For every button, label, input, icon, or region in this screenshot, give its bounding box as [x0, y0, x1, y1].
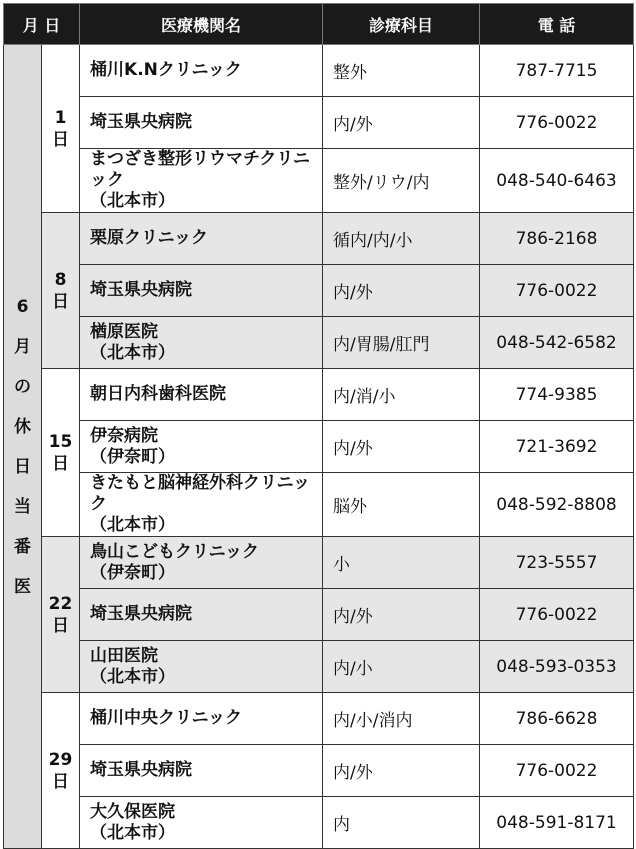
- department-cell: 内/小/消内: [323, 693, 480, 745]
- institution-cell: [80, 97, 323, 149]
- institution-name: 埼玉県央病院: [90, 604, 193, 624]
- department-cell: 内/外: [323, 265, 480, 317]
- department-cell: 内/外: [323, 745, 480, 797]
- month-label-char: 当: [14, 496, 31, 517]
- day-label: 22: [48, 593, 73, 614]
- day-label: 1: [54, 107, 67, 128]
- institution-cell: [80, 213, 323, 265]
- institution-name: 朝日内科歯科医院: [90, 384, 227, 404]
- table-row: [4, 797, 634, 849]
- day-label: 8: [54, 269, 67, 290]
- header-row: [4, 4, 634, 45]
- department-cell: 内/外: [323, 97, 480, 149]
- institution-location: （北本市）: [90, 342, 176, 363]
- table-row: [4, 97, 634, 149]
- department-cell: 内/胃腸/肛門: [323, 317, 480, 369]
- institution-cell: [80, 473, 323, 537]
- institution-location: （北本市）: [90, 822, 176, 843]
- phone-cell: 048-592-8808: [480, 473, 634, 537]
- phone-cell: 048-591-8171: [480, 797, 634, 849]
- month-label-char: 休: [14, 416, 31, 437]
- department-cell: 脳外: [323, 473, 480, 537]
- day-label: 日: [52, 291, 69, 312]
- institution-cell: [80, 797, 323, 849]
- institution-cell: [80, 317, 323, 369]
- header-month-day: 月 日: [4, 4, 80, 45]
- day-cell: [42, 45, 80, 213]
- phone-cell: 776-0022: [480, 97, 634, 149]
- institution-name: 鳥山こどもクリニック: [90, 541, 259, 562]
- header-phone: 電 話: [480, 4, 634, 45]
- department-cell: 整外/リウ/内: [323, 149, 480, 213]
- institution-cell: [80, 265, 323, 317]
- header-department: 診療科目: [323, 4, 480, 45]
- day-label: 日: [52, 615, 69, 636]
- phone-cell: 048-593-0353: [480, 641, 634, 693]
- day-label: 29: [48, 749, 73, 770]
- table-row: [4, 589, 634, 641]
- table-row: [4, 369, 634, 421]
- institution-name: 大久保医院: [90, 801, 176, 822]
- institution-cell: [80, 693, 323, 745]
- month-label-char: 番: [14, 536, 31, 557]
- phone-cell: 723-5557: [480, 537, 634, 589]
- institution-cell: [80, 589, 323, 641]
- phone-cell: 048-542-6582: [480, 317, 634, 369]
- month-label-char: 医: [14, 576, 31, 597]
- institution-name: 埼玉県央病院: [90, 760, 193, 780]
- table-body: [4, 45, 634, 849]
- table-row: [4, 745, 634, 797]
- institution-cell: [80, 369, 323, 421]
- institution-cell: [80, 641, 323, 693]
- institution-name: きたもと脳神経外科クリニック: [90, 473, 310, 514]
- table-row: [4, 421, 634, 473]
- institution-location: （伊奈町）: [90, 562, 176, 583]
- institution-cell: [80, 537, 323, 589]
- table-row: [4, 473, 634, 537]
- day-label: 15: [48, 431, 73, 452]
- month-label-char: 日: [14, 456, 31, 477]
- institution-name: 栗原クリニック: [90, 228, 208, 248]
- table-row: [4, 317, 634, 369]
- institution-name: まつざき整形リウマチクリニック: [90, 149, 310, 190]
- institution-cell: [80, 45, 323, 97]
- institution-name: 埼玉県央病院: [90, 280, 193, 300]
- table-row: [4, 641, 634, 693]
- phone-cell: 776-0022: [480, 265, 634, 317]
- institution-cell: [80, 149, 323, 213]
- day-cell: [42, 693, 80, 849]
- institution-name: 桶川中央クリニック: [90, 708, 242, 728]
- institution-name: 楢原医院: [90, 321, 159, 342]
- table-row: [4, 45, 634, 97]
- duty-doctor-table: [3, 3, 634, 849]
- day-label: 日: [52, 771, 69, 792]
- day-label: 日: [52, 453, 69, 474]
- department-cell: 内/消/小: [323, 369, 480, 421]
- day-label: 日: [52, 129, 69, 150]
- phone-cell: 776-0022: [480, 745, 634, 797]
- department-cell: 内/小: [323, 641, 480, 693]
- institution-location: （北本市）: [90, 515, 176, 535]
- table-row: [4, 265, 634, 317]
- phone-cell: 774-9385: [480, 369, 634, 421]
- phone-cell: 048-540-6463: [480, 149, 634, 213]
- department-cell: 整外: [323, 45, 480, 97]
- header-institution: 医療機関名: [80, 4, 323, 45]
- table-row: [4, 537, 634, 589]
- day-cell: [42, 537, 80, 693]
- institution-name: 伊奈病院: [90, 425, 159, 446]
- day-cell: [42, 213, 80, 369]
- table-row: [4, 693, 634, 745]
- phone-cell: 787-7715: [480, 45, 634, 97]
- department-cell: 内/外: [323, 589, 480, 641]
- institution-location: （北本市）: [90, 191, 176, 211]
- department-cell: 内: [323, 797, 480, 849]
- department-cell: 循内/内/小: [323, 213, 480, 265]
- month-label: [4, 45, 42, 849]
- institution-name: 埼玉県央病院: [90, 112, 193, 132]
- institution-name: 山田医院: [90, 645, 159, 666]
- institution-cell: [80, 745, 323, 797]
- month-label-char: 月: [14, 336, 31, 357]
- phone-cell: 786-2168: [480, 213, 634, 265]
- phone-cell: 721-3692: [480, 421, 634, 473]
- institution-location: （伊奈町）: [90, 446, 176, 467]
- institution-cell: [80, 421, 323, 473]
- table-row: [4, 149, 634, 213]
- department-cell: 内/外: [323, 421, 480, 473]
- institution-name: 桶川K.Nクリニック: [90, 60, 242, 80]
- phone-cell: 776-0022: [480, 589, 634, 641]
- table-row: [4, 213, 634, 265]
- month-label-char: 6: [16, 296, 29, 317]
- institution-location: （北本市）: [90, 666, 176, 687]
- phone-cell: 786-6628: [480, 693, 634, 745]
- department-cell: 小: [323, 537, 480, 589]
- day-cell: [42, 369, 80, 537]
- month-label-char: の: [14, 376, 31, 397]
